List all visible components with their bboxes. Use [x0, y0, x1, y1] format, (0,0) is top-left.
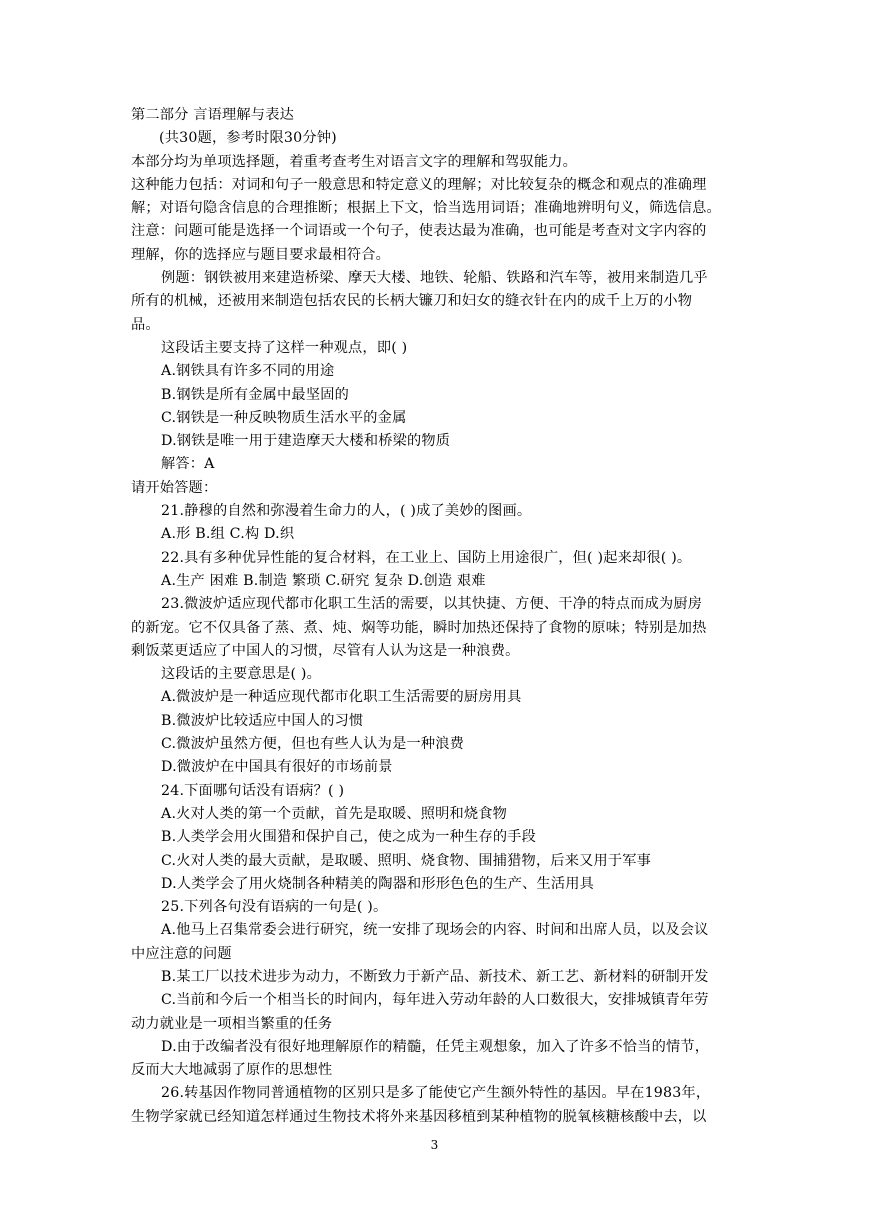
question-23-option: D.微波炉在中国具有很好的市场前景 — [161, 759, 393, 776]
question-24-option: B.人类学会用火围猎和保护自己，使之成为一种生存的手段 — [161, 829, 537, 846]
question-25-option: D.由于改编者没有很好地理解原作的精髓，任凭主观想象，加入了许多不恰当的情节， — [161, 1038, 710, 1055]
question-25-option: 中应注意的问题 — [131, 945, 232, 962]
notice-line: 注意：问题可能是选择一个词语或一个句子，使表达最为准确，也可能是考查对文字内容的 — [131, 223, 707, 240]
question-25-option: 动力就业是一项相当繁重的任务 — [131, 1015, 333, 1032]
question-23-stem: 这段话的主要意思是( )。 — [161, 666, 322, 683]
question-23: 的新宠。它不仅具备了蒸、煮、炖、焖等功能，瞬时加热还保持了食物的原味；特别是加热 — [131, 619, 707, 636]
document-body — [131, 104, 739, 1129]
question-25: 25.下列各句没有语病的一句是( )。 — [161, 899, 388, 916]
question-25-option: B.某工厂以技术进步为动力，不断致力于新产品、新技术、新工艺、新材料的研制开发 — [161, 968, 709, 985]
example-option: B.钢铁是所有金属中最坚固的 — [161, 386, 349, 403]
example-line: 品。 — [131, 316, 160, 333]
example-option: D.钢铁是唯一用于建造摩天大楼和桥梁的物质 — [161, 433, 451, 450]
question-23-option: B.微波炉比较适应中国人的习惯 — [161, 712, 364, 729]
question-24-option: A.火对人类的第一个贡献，首先是取暖、照明和烧食物 — [161, 805, 508, 822]
question-25-option: A.他马上召集常委会进行研究，统一安排了现场会的内容、时间和出席人员，以及会议 — [161, 922, 709, 939]
example-line: 例题：钢铁被用来建造桥梁、摩天大楼、地铁、轮船、铁路和汽车等，被用来制造几乎 — [161, 270, 708, 287]
example-question: 这段话主要支持了这样一种观点，即( ) — [161, 339, 408, 356]
intro-line: 解；对语句隐含信息的合理推断；根据上下文，恰当选用词语；准确地辨明句义，筛选信息。 — [131, 200, 721, 217]
example-answer: 解答：A — [161, 456, 215, 473]
start-prompt: 请开始答题： — [131, 479, 218, 496]
section-title: 第二部分 言语理解与表达 — [131, 107, 294, 123]
section-subtitle: (共30题，参考时限30分钟) — [159, 130, 337, 147]
page-number: 3 — [430, 1138, 439, 1152]
intro-line: 本部分均为单项选择题，着重考查考生对语言文字的理解和驾驭能力。 — [131, 153, 578, 170]
example-option: C.钢铁是一种反映物质生活水平的金属 — [161, 409, 407, 426]
example-option: A.钢铁具有许多不同的用途 — [161, 363, 335, 380]
question-23: 23.微波炉适应现代都市化职工生活的需要，以其快捷、方便、干净的特点而成为厨房 — [161, 596, 703, 613]
question-25-option: 反而大大地减弱了原作的思想性 — [131, 1062, 333, 1079]
question-23-option: A.微波炉是一种适应现代都市化职工生活需要的厨房用具 — [161, 689, 522, 706]
question-26: 26.转基因作物同普通植物的区别只是多了能使它产生额外特性的基因。早在1983年， — [161, 1085, 711, 1102]
example-line: 所有的机械，还被用来制造包括农民的长柄大镰刀和妇女的缝衣针在内的成千上万的小物 — [131, 293, 693, 310]
intro-line: 这种能力包括：对词和句子一般意思和特定意义的理解；对比较复杂的概念和观点的准确理 — [131, 176, 707, 193]
question-21: 21.静穆的自然和弥漫着生命力的人，( )成了美妙的图画。 — [161, 503, 532, 520]
question-24-option: D.人类学会了用火烧制各种精美的陶器和形形色色的生产、生活用具 — [161, 875, 595, 892]
question-26: 生物学家就已经知道怎样通过生物技术将外来基因移植到某种植物的脱氧核糖核酸中去，以 — [131, 1108, 707, 1125]
question-22: 22.具有多种优异性能的复合材料，在工业上、国防上用途很广，但( )起来却很( )。 — [161, 549, 692, 566]
question-25-option: C.当前和今后一个相当长的时间内，每年进入劳动年龄的人口数很大，安排城镇青年劳 — [161, 992, 709, 1009]
question-23: 剩饭菜更适应了中国人的习惯，尽管有人认为这是一种浪费。 — [131, 642, 520, 659]
notice-line: 理解，你的选择应与题目要求最相符合。 — [131, 246, 390, 263]
question-24-option: C.火对人类的最大贡献，是取暖、照明、烧食物、围捕猎物，后来又用于军事 — [161, 852, 652, 869]
question-24: 24.下面哪句话没有语病？( ) — [161, 782, 345, 799]
question-22-options: A.生产 困难 B.制造 繁琐 C.研究 复杂 D.创造 艰难 — [161, 572, 486, 589]
question-21-options: A.形 B.组 C.构 D.织 — [161, 526, 295, 543]
question-23-option: C.微波炉虽然方便，但也有些人认为是一种浪费 — [161, 736, 465, 753]
